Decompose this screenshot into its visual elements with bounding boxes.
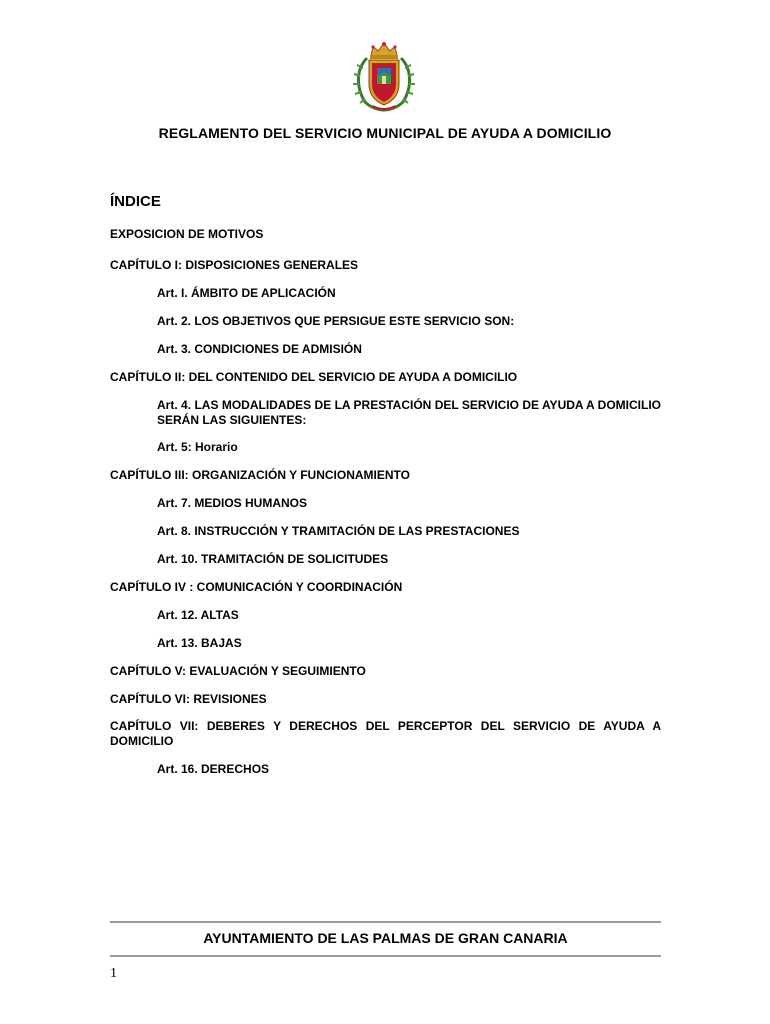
toc-entry: Art. 2. LOS OBJETIVOS QUE PERSIGUE ESTE SERVICIO SON: bbox=[157, 314, 515, 328]
toc-entry: Art. 8. INSTRUCCIÓN Y TRAMITACIÓN DE LAS PRESTACIONES bbox=[157, 524, 520, 538]
toc-entry: Art. 5: Horario bbox=[157, 440, 238, 454]
toc-entry: Art. 3. CONDICIONES DE ADMISIÓN bbox=[157, 342, 362, 356]
index-heading: ÍNDICE bbox=[110, 193, 161, 210]
footer-organization: AYUNTAMIENTO DE LAS PALMAS DE GRAN CANARIA bbox=[203, 930, 568, 946]
toc-entry: Art. 4. LAS MODALIDADES DE LA PRESTACIÓN DEL SERVICIO DE AYUDA A DOMICILIO SERÁN LAS SIGUIENTES: bbox=[157, 398, 661, 427]
toc-entry: Art. I. ÁMBITO DE APLICACIÓN bbox=[157, 286, 336, 300]
toc-entry: Art. 10. TRAMITACIÓN DE SOLICITUDES bbox=[157, 552, 389, 566]
toc-entry: Art. 7. MEDIOS HUMANOS bbox=[157, 496, 308, 510]
toc-entry: CAPÍTULO I: DISPOSICIONES GENERALES bbox=[110, 258, 359, 272]
toc-entry: Art. 16. DERECHOS bbox=[157, 762, 270, 776]
toc-entry: CAPÍTULO III: ORGANIZACIÓN Y FUNCIONAMIENTO bbox=[110, 468, 411, 482]
toc-entry: Art. 13. BAJAS bbox=[157, 636, 242, 650]
toc-entry: CAPÍTULO IV : COMUNICACIÓN Y COORDINACIÓN bbox=[110, 580, 403, 594]
toc-entry: CAPÍTULO II: DEL CONTENIDO DEL SERVICIO DE AYUDA A DOMICILIO bbox=[110, 370, 518, 384]
page-number: 1 bbox=[110, 966, 117, 981]
footer-bottom-rule bbox=[110, 955, 661, 957]
document-title: REGLAMENTO DEL SERVICIO MUNICIPAL DE AYUDA A DOMICILIO bbox=[158, 125, 612, 141]
toc-entry: CAPÍTULO VII: DEBERES Y DERECHOS DEL PERCEPTOR DEL SERVICIO DE AYUDA A DOMICILIO bbox=[110, 719, 661, 748]
toc-entry: CAPÍTULO V: EVALUACIÓN Y SEGUIMIENTO bbox=[110, 664, 366, 678]
footer-top-rule bbox=[110, 921, 661, 923]
toc-entry: Art. 12. ALTAS bbox=[157, 608, 239, 622]
toc-entry: EXPOSICION DE MOTIVOS bbox=[110, 227, 264, 241]
toc-entry: CAPÍTULO VI: REVISIONES bbox=[110, 692, 267, 706]
coat-of-arms-icon bbox=[353, 40, 415, 112]
